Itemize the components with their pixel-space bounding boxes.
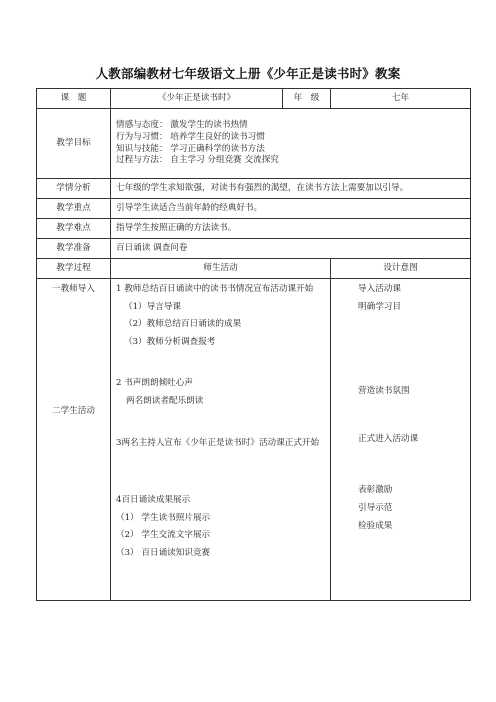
intent-line: 正式进入活动课 [358, 433, 419, 444]
activity-line: （3） 百日诵读知识竞赛 [116, 547, 211, 558]
intent-line: 表彰激励 [358, 485, 393, 496]
process-header-row [37, 259, 471, 279]
intent-line: 引导示范 [358, 502, 393, 513]
intent-content [331, 279, 471, 601]
document-title: 人教部编教材七年级语文上册《少年正是读书时》教案 [95, 66, 401, 81]
activity-line: （2） 学生交流文字展示 [116, 530, 211, 541]
goal-item: 知识与技能： 学习正确科学的读书方法 [116, 143, 265, 154]
intent-header: 设计意图 [331, 259, 471, 279]
process-stages [37, 279, 111, 601]
stage-1: 一教师导入 [52, 284, 95, 294]
topic-value: 《少年正是读书时》 [111, 89, 283, 109]
stage-2: 二学生活动 [52, 405, 95, 416]
activity-header: 师生活动 [111, 259, 331, 279]
intent-line: 检验成果 [358, 520, 393, 531]
goal-item: 行为与习惯： 培养学生良好的读书习惯 [116, 131, 265, 142]
prep-row [37, 239, 471, 259]
activity-line: 3两名主持人宣布《少年正是读书时》活动课正式开始 [116, 437, 320, 448]
analysis-row [37, 179, 471, 199]
topic-label: 课 题 [37, 89, 111, 109]
intent-line: 导入活动课 [358, 284, 401, 294]
activity-line: 1 教师总结百日诵读中的读书书情况宣布活动课开始 [116, 284, 314, 294]
prep-label: 教学准备 [37, 239, 111, 259]
difficulty-label: 教学难点 [37, 219, 111, 239]
grade-value: 七年 [331, 89, 471, 109]
analysis-label: 学情分析 [37, 179, 111, 199]
goal-item: 过程与方法： 自主学习 分组竞赛 交流探究 [116, 155, 279, 166]
analysis-text: 七年级的学生求知欲强，对读书有强烈的渴望，在读书方法上需要加以引导。 [111, 179, 471, 199]
activity-line: （2）教师总结百日诵读的成果 [124, 319, 242, 330]
intent-line: 营造读书氛围 [358, 386, 410, 397]
intent-line: 明确学习目 [358, 301, 401, 312]
process-body-row [37, 279, 471, 601]
goal-item: 情感与态度： 激发学生的读书热情 [116, 120, 248, 131]
key-point-label: 教学重点 [37, 199, 111, 219]
prep-text: 百日诵读 调查问卷 [111, 239, 471, 259]
activity-content [111, 279, 331, 601]
difficulty-row [37, 219, 471, 239]
activity-line: 4百日诵读成果展示 [116, 495, 191, 506]
topic-row [37, 89, 471, 109]
activity-line: （1）导言导课 [124, 301, 182, 312]
goals-content [111, 109, 471, 179]
goals-row [37, 109, 471, 179]
activity-line: （1） 学生读书照片展示 [116, 512, 211, 523]
key-point-row [37, 199, 471, 219]
goals-label: 教学目标 [37, 109, 111, 179]
key-point-text: 引导学生读适合当前年龄的经典好书。 [111, 199, 471, 219]
difficulty-text: 指导学生按照正确的方法读书。 [111, 219, 471, 239]
process-header: 教学过程 [37, 259, 111, 279]
activity-line: 两名朗读者配乐朗读 [126, 395, 204, 406]
lesson-plan-table [36, 88, 471, 601]
grade-label: 年 级 [283, 89, 331, 109]
activity-line: 2 书声朗朗倾吐心声 [116, 378, 193, 389]
activity-line: （3）教师分析调查报考 [124, 336, 216, 347]
